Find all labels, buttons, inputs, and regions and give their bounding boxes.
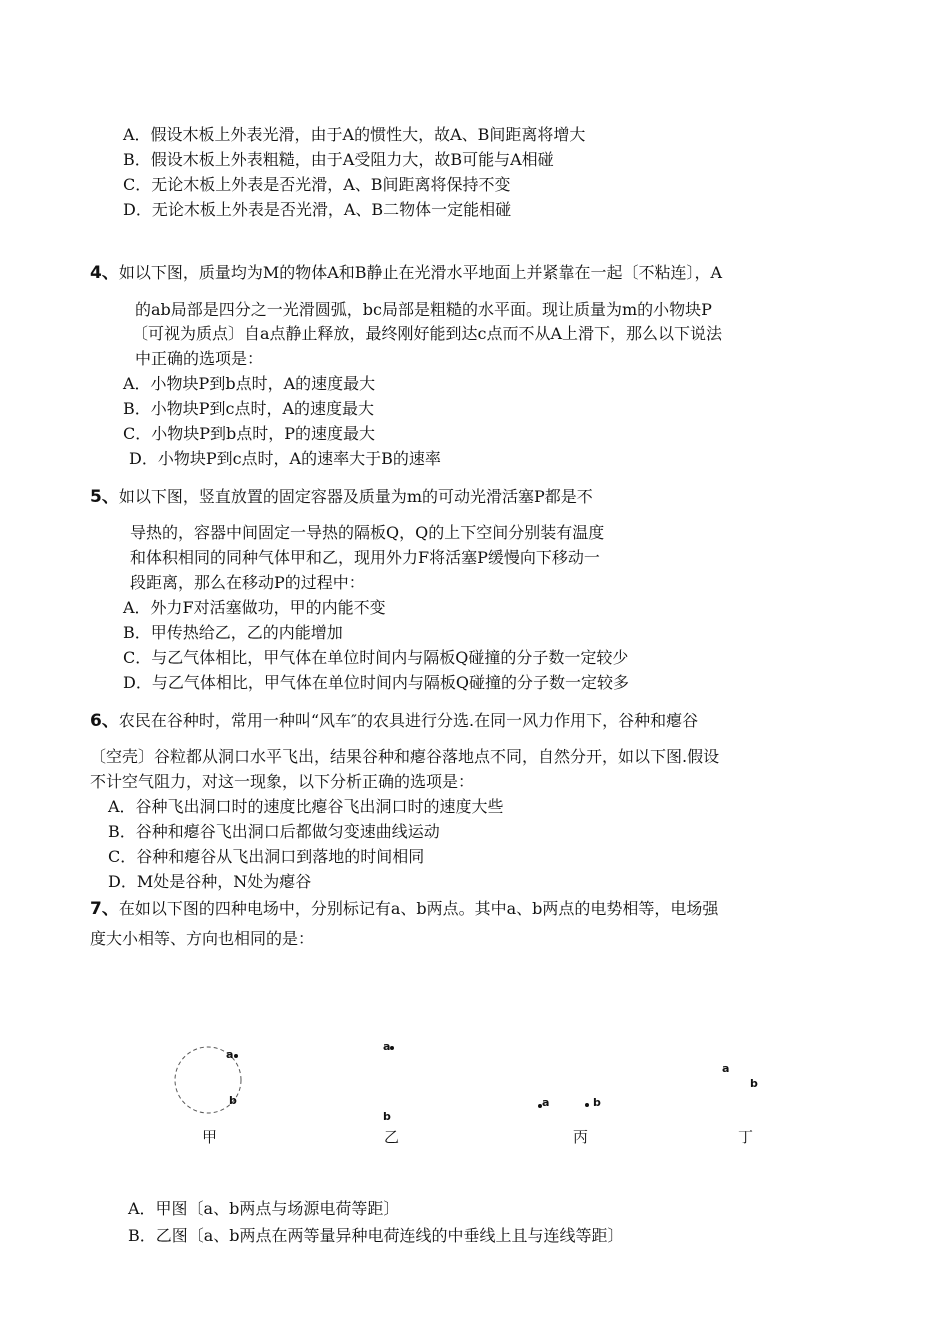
figure-yi-point-b: b (383, 1110, 391, 1123)
q4-stem-line-1: 4、如以下图，质量均为M的物体A和B静止在光滑水平地面上并紧靠在一起〔不粘连〕，A (90, 263, 723, 283)
q3-option-d: D．无论木板上外表是否光滑，A、B二物体一定能相碰 (123, 200, 512, 219)
figure-jia-dot-a (234, 1054, 238, 1058)
q5-stem-line-2: 导热的，容器中间固定一导热的隔板Q，Q的上下空间分别装有温度 (130, 523, 605, 542)
figure-ding-point-b: b (750, 1077, 758, 1090)
figure-label-ding: 丁 (738, 1128, 754, 1146)
q4-option-d: D．小物块P到c点时，A的速率大于B的速率 (129, 449, 441, 468)
q5-stem-line-3: 和体积相同的同种气体甲和乙，现用外力F将活塞P缓慢向下移动一 (130, 548, 600, 567)
q6-stem-line-2: 〔空壳〕谷粒都从洞口水平飞出，结果谷种和瘪谷落地点不同，自然分开，如以下图.假设 (90, 747, 720, 766)
figure-bing-point-a: a (542, 1096, 550, 1109)
q5-stem-line-4: 段距离，那么在移动P的过程中： (130, 573, 365, 592)
q7-option-b: B．乙图〔a、b两点在两等量异种电荷连线的中垂线上且与连线等距〕 (128, 1226, 624, 1245)
figure-label-bing: 丙 (573, 1128, 589, 1146)
q3-option-a: A．假设木板上外表光滑，由于A的惯性大，故A、B间距离将增大 (123, 125, 586, 144)
q4-number: 4、 (90, 263, 119, 283)
q5-option-a: A．外力F对活塞做功，甲的内能不变 (123, 598, 386, 617)
q7-stem-line-1: 7、在如以下图的四种电场中，分别标记有a、b两点。其中a、b两点的电势相等，电场强 (90, 899, 719, 919)
q6-option-a: A．谷种飞出洞口时的速度比瘪谷飞出洞口时的速度大些 (108, 797, 504, 816)
figure-yi-point-a: a (383, 1040, 391, 1053)
q6-option-d: D．M处是谷种，N处为瘪谷 (108, 872, 312, 891)
q4-stem-line-4: 中正确的选项是： (135, 349, 264, 368)
figure-label-jia: 甲 (202, 1128, 218, 1146)
q5-stem-line-1: 5、如以下图，竖直放置的固定容器及质量为m的可动光滑活塞P都是不 (90, 487, 593, 507)
figure-yi-dot-a (390, 1046, 394, 1050)
q6-number: 6、 (90, 711, 119, 731)
q4-option-b: B．小物块P到c点时，A的速度最大 (123, 399, 375, 418)
q4-option-c: C．小物块P到b点时，P的速度最大 (123, 424, 376, 443)
q5-option-c: C．与乙气体相比，甲气体在单位时间内与隔板Q碰撞的分子数一定较少 (123, 648, 629, 667)
figure-bing-dot-b (585, 1103, 589, 1107)
q3-option-b: B．假设木板上外表粗糙，由于A受阻力大，故B可能与A相碰 (123, 150, 554, 169)
figure-ding-point-a: a (722, 1062, 730, 1075)
q7-stem-line-2: 度大小相等、方向也相同的是： (90, 929, 315, 948)
q6-stem-line-1: 6、农民在谷种时，常用一种叫“风车″的农具进行分选.在同一风力作用下，谷种和瘪谷 (90, 711, 699, 731)
q7-number: 7、 (90, 899, 119, 919)
figure-bing-point-b: b (593, 1096, 601, 1109)
figure-jia-point-a: a (226, 1048, 234, 1061)
figure-label-yi: 乙 (384, 1128, 400, 1146)
q7-option-a: A．甲图〔a、b两点与场源电荷等距〕 (128, 1199, 400, 1218)
q6-option-b: B．谷种和瘪谷飞出洞口后都做匀变速曲线运动 (108, 822, 440, 841)
q6-stem-line-3: 不计空气阻力，对这一现象，以下分析正确的选项是： (90, 772, 475, 791)
figure-jia-point-b: b (229, 1094, 237, 1107)
q4-stem-line-3: 〔可视为质点〕自a点静止释放，最终刚好能到达c点而不从A上滑下，那么以下说法 (132, 324, 723, 343)
q4-option-a: A．小物块P到b点时，A的速度最大 (123, 374, 376, 393)
q3-option-c: C．无论木板上外表是否光滑，A、B间距离将保持不变 (123, 175, 511, 194)
q6-option-c: C．谷种和瘪谷从飞出洞口到落地的时间相同 (108, 847, 425, 866)
q5-option-d: D．与乙气体相比，甲气体在单位时间内与隔板Q碰撞的分子数一定较多 (123, 673, 629, 692)
q4-stem-line-2: 的ab局部是四分之一光滑圆弧，bc局部是粗糙的水平面。现让质量为m的小物块P (135, 300, 712, 319)
q5-option-b: B．甲传热给乙，乙的内能增加 (123, 623, 343, 642)
q5-number: 5、 (90, 487, 119, 507)
